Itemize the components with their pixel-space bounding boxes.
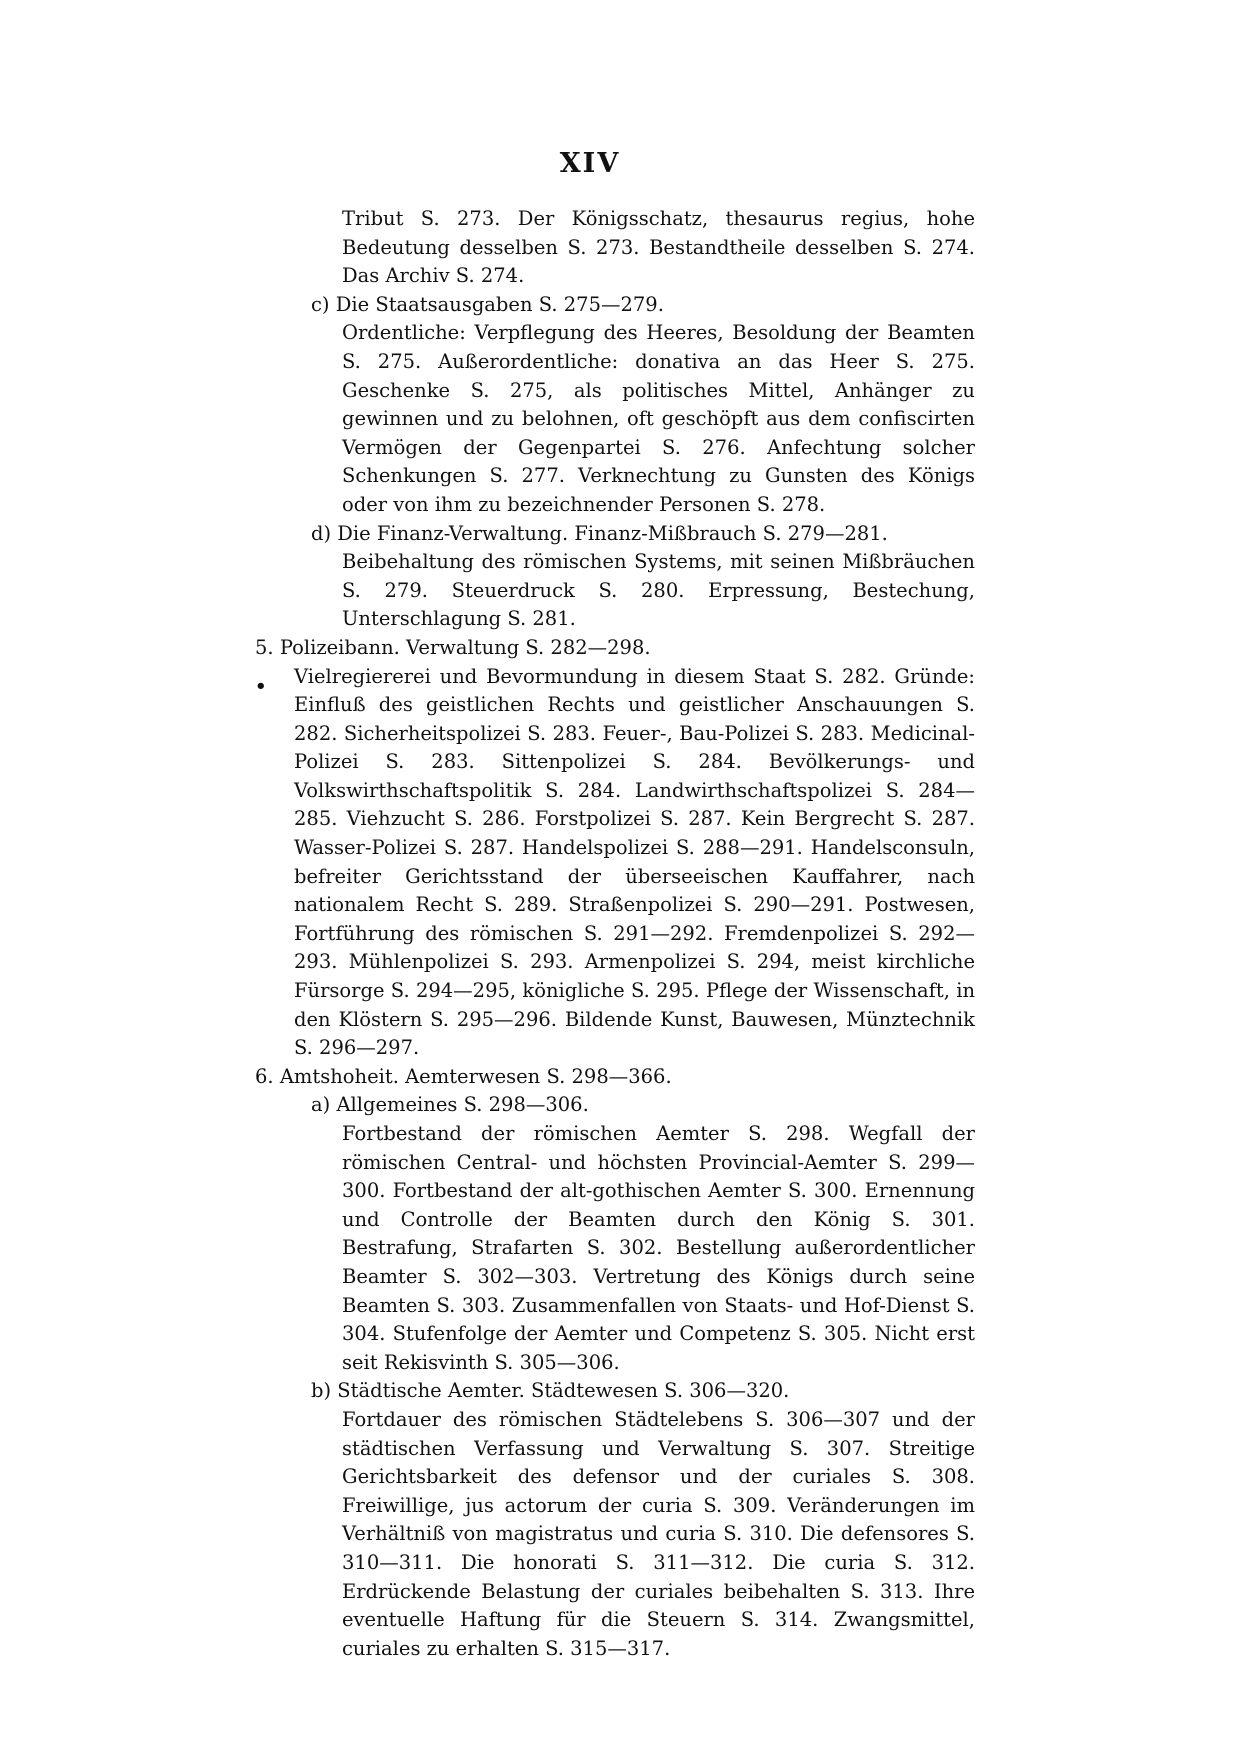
entry-heading [311,1091,975,1120]
entry-body: Ordentliche: Verpflegung des Heeres, Besoldung der Beamten S. 275. Außerordentliche: donativa an das Heer S. 275. Geschenke S. 275, als politisches Mittel, Anhänger zu gewinnen und zu belohnen, oft geschöpft aus dem confiscirten Vermögen der Gegenpartei S. 276. Anfechtung solcher Schenkungen S. 277. Verknechtung zu Gunsten des Königs oder von ihm zu bezeichnender Personen S. 278. [342,321,975,516]
page-number: XIV [559,148,621,179]
entry-heading [311,520,975,549]
entry-a [255,1091,975,1377]
entry-title: Die Finanz-Verwaltung. Finanz-Mißbrauch S. 279—281. [337,521,888,545]
entry-label: d) [311,521,332,545]
entry-d [255,520,975,634]
section-title: Polizeibann. Verwaltung S. 282—298. [279,635,651,659]
entry-label: b) [311,1379,332,1403]
entry-body: Fortbestand der römischen Aemter S. 298. Wegfall der römischen Central- und höchsten Provincial-Aemter S. 299—300. Fortbestand der alt-gothischen Aemter S. 300. Ernennung und Controlle der Beamten durch den König S. 301. Bestrafung, Strafarten S. 302. Bestellung außerordentlicher Beamter S. 302—303. Vertretung des Königs durch seine Beamten S. 303. Zusammenfallen von Staats- und Hof-Dienst S. 304. Stufenfolge der Aemter und Competenz S. 305. Nicht erst seit Rekisvinth S. 305—306. [342,1122,975,1374]
section-body: Vielregiererei und Bevormundung in diesem Staat S. 282. Gründe: Einfluß des geistlichen Rechts und geistlicher Anschauungen S. 282. Sicherheitspolizei S. 283. Feuer-, Bau-Polizei S. 283. Medicinal-Polizei S. 283. Sittenpolizei S. 284. Bevölkerungs- und Volkswirthschaftspolitik S. 284. Landwirthschaftspolizei S. 284—285. Viehzucht S. 286. Forstpolizei S. 287. Kein Bergrecht S. 287. Wasser-Polizei S. 287. Handelspolizei S. 288—291. Handelsconsuln, befreiter Gerichtsstand der überseeischen Kauffahrer, nach nationalem Recht S. 289. Straßenpolizei S. 290—291. Postwesen, Fortführung des römischen S. 291—292. Fremdenpolizei S. 292—293. Mühlenpolizei S. 293. Armenpolizei S. 294, meist kirchliche Fürsorge S. 294—295, königliche S. 295. Pflege der Wissenschaft, in den Klöstern S. 295—296. Bildende Kunst, Bauwesen, Münztechnik S. 296—297. [294,664,975,1060]
entry-title: Allgemeines S. 298—306. [336,1093,589,1117]
section-5 [255,634,975,1063]
entry-heading [311,291,975,320]
section-heading [255,1063,975,1092]
continuation-paragraph: Tribut S. 273. Der Königsschatz, thesaurus regius, hohe Bedeutung desselben S. 273. Bestandtheile desselben S. 274. Das Archiv S. 274. [342,207,975,288]
entry-heading [311,1377,975,1406]
entry-label: a) [311,1093,331,1117]
entry-body: Fortdauer des römischen Städtelebens S. 306—307 und der städtischen Verfassung und Verwaltung S. 307. Streitige Gerichtsbarkeit des defensor und der curiales S. 308. Freiwillige, jus actorum der curia S. 309. Veränderungen im Verhältniß von magistratus und curia S. 310. Die defensores S. 310—311. Die honorati S. 311—312. Die curia S. 312. Erdrückende Belastung der curiales beibehalten S. 313. Ihre eventuelle Haftung für die Steuern S. 314. Zwangsmittel, curiales zu erhalten S. 315—317. [342,1407,975,1660]
section-heading [255,634,975,663]
section-number: 6. [255,1064,274,1088]
section-number: 5. [255,635,274,659]
entry-title: Die Staatsausgaben S. 275—279. [335,292,664,316]
section-title: Amtshoheit. Aemterwesen S. 298—366. [279,1064,672,1088]
margin-mark: • [255,676,267,697]
entry-body: Beibehaltung des römischen Systems, mit seinen Mißbräuchen S. 279. Steuerdruck S. 280. Erpressung, Bestechung, Unterschlagung S. 281. [342,550,975,631]
entry-c [255,291,975,520]
entry-label: c) [311,292,330,316]
table-of-contents [255,205,975,1663]
entry-b [255,1377,975,1663]
entry-title: Städtische Aemter. Städtewesen S. 306—320. [337,1379,790,1403]
section-6 [255,1063,975,1092]
